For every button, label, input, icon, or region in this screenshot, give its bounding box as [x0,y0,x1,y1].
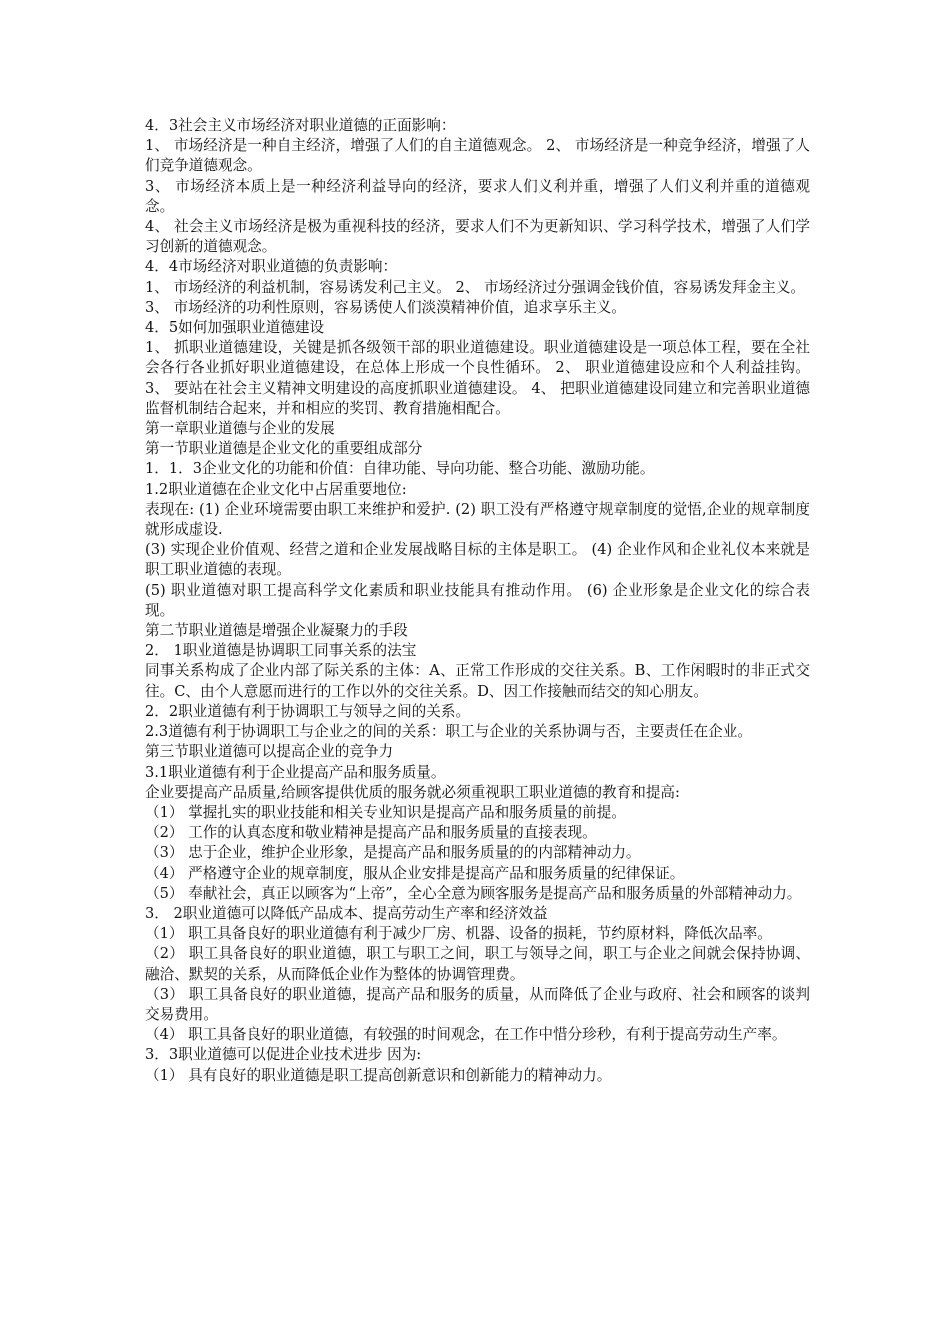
paragraph: 1、 市场经济的利益机制，容易诱发利己主义。 2、 市场经济过分强调金钱价值，容易诱发拜金主义。 [145,278,806,296]
list-item: （1） 具有良好的职业道德是职工提高创新意识和创新能力的精神动力。 [145,1066,612,1084]
paragraph: 1、 市场经济是一种自主经济，增强了人们的自主道德观念。 2、 市场经济是一种竞争经济，增强了人们竞争道德观念。 [145,137,810,175]
paragraph: 1．1．3企业文化的功能和价值：自律功能、导向功能、整合功能、激励功能。 [145,460,655,478]
list-item: （1） 掌握扎实的职业技能和相关专业知识是提高产品和服务质量的前提。 [145,803,626,821]
paragraph: 1.2职业道德在企业文化中占居重要地位: [145,480,407,498]
section-heading: 第二节职业道德是增强企业凝聚力的手段 [145,622,408,640]
paragraph: 3、 市场经济的功利性原则，容易诱使人们淡漠精神价值，追求享乐主义。 [145,298,626,316]
document-body [145,116,810,1086]
list-item: （3） 忠于企业，维护企业形象，是提高产品和服务质量的的内部精神动力。 [145,844,641,862]
section-heading: 第一节职业道德是企业文化的重要组成部分 [145,440,423,458]
section-heading-4-4: 4．4市场经济对职业道德的负责影响： [145,258,398,276]
paragraph: 3、 市场经济本质上是一种经济利益导向的经济，要求人们义利并重，增强了人们义利并重的道德观念。 [145,177,810,215]
section-heading: 第三节职业道德可以提高企业的竞争力 [145,743,394,761]
list-item: （2） 工作的认真态度和敬业精神是提高产品和服务质量的直接表现。 [145,824,597,842]
paragraph: 2.3道德有利于协调职工与企业之的间的关系：职工与企业的关系协调与否，主要责任在企业。 [145,723,752,741]
paragraph: 企业要提高产品质量,给顾客提供优质的服务就必须重视职工职业道德的教育和提高: [145,783,680,801]
section-heading-4-3: 4．3社会主义市场经济对职业道德的正面影响： [145,117,456,134]
paragraph: 2．2职业道德有利于协调职工与领导之间的关系。 [145,702,471,720]
chapter-heading: 第一章职业道德与企业的发展 [145,420,335,438]
paragraph: 4、 社会主义市场经济是极为重视科技的经济，要求人们不为更新知识、学习科学技术，增强了人们学习创新的道德观念。 [145,218,810,256]
paragraph: (3) 实现企业价值观、经营之道和企业发展战略目标的主体是职工。 (4) 企业作风和企业礼仪本来就是职工职业道德的表现。 [145,541,810,579]
subsection-heading: 3.1职业道德有利于企业提高产品和服务质量。 [145,763,446,781]
list-item: （5） 奉献社会，真正以顾客为“上帝”，全心全意为顾客服务是提高产品和服务质量的外部精神动力。 [145,884,802,902]
paragraph: 表现在: (1) 企业环境需要由职工来维护和爱护. (2) 职工没有严格遵守规章制度的觉悟,企业的规章制度就形成虚设. [145,500,810,539]
subsection-heading: 3．3职业道德可以促进企业技术进步 因为: [145,1046,422,1064]
list-item: （4） 严格遵守企业的规章制度，服从企业安排是提高产品和服务质量的纪律保证。 [145,864,685,882]
paragraph: 1、 抓职业道德建设，关键是抓各级领干部的职业道德建设。职业道德建设是一项总体工程，要在全社会各行各业抓好职业道德建设，在总体上形成一个良性循环。 2、 职业道德建设应和个人利益挂钩。 3、 要站在社会主义精神文明建设的高度抓职业道德建设。 4、 把职业道德建设同建立和完善职业道德监督机制结合起来，并和相应的奖罚、教育措施相配合。 [145,339,810,417]
section-heading-4-5: 4．5如何加强职业道德建设 [145,319,325,337]
subsection-heading: 3． 2职业道德可以降低产品成本、提高劳动生产率和经济效益 [145,904,548,922]
list-item: （1） 职工具备良好的职业道德有利于减少厂房、机器、设备的损耗，节约原材料，降低次品率。 [145,925,772,943]
paragraph: (5) 职业道德对职工提高科学文化素质和职业技能具有推动作用。 (6) 企业形象是企业文化的综合表现。 [145,581,810,619]
list-item: （3） 职工具备良好的职业道德，提高产品和服务的质量，从而降低了企业与政府、社会和顾客的谈判交易费用。 [145,985,810,1023]
subsection-heading: 2． 1职业道德是协调职工同事关系的法宝 [145,642,417,660]
list-item: （2） 职工具备良好的职业道德，职工与职工之间，职工与领导之间，职工与企业之间就会保持协调、融洽、默契的关系，从而降低企业作为整体的协调管理费。 [145,945,810,983]
list-item: （4） 职工具备良好的职业道德，有较强的时间观念，在工作中惜分珍秒，有利于提高劳动生产率。 [145,1026,787,1044]
paragraph: 同事关系构成了企业内部了际关系的主体：A、正常工作形成的交往关系。B、工作闲暇时的非正式交往。C、由个人意愿而进行的工作以外的交往关系。D、因工作接触而结交的知心朋友。 [145,662,810,700]
